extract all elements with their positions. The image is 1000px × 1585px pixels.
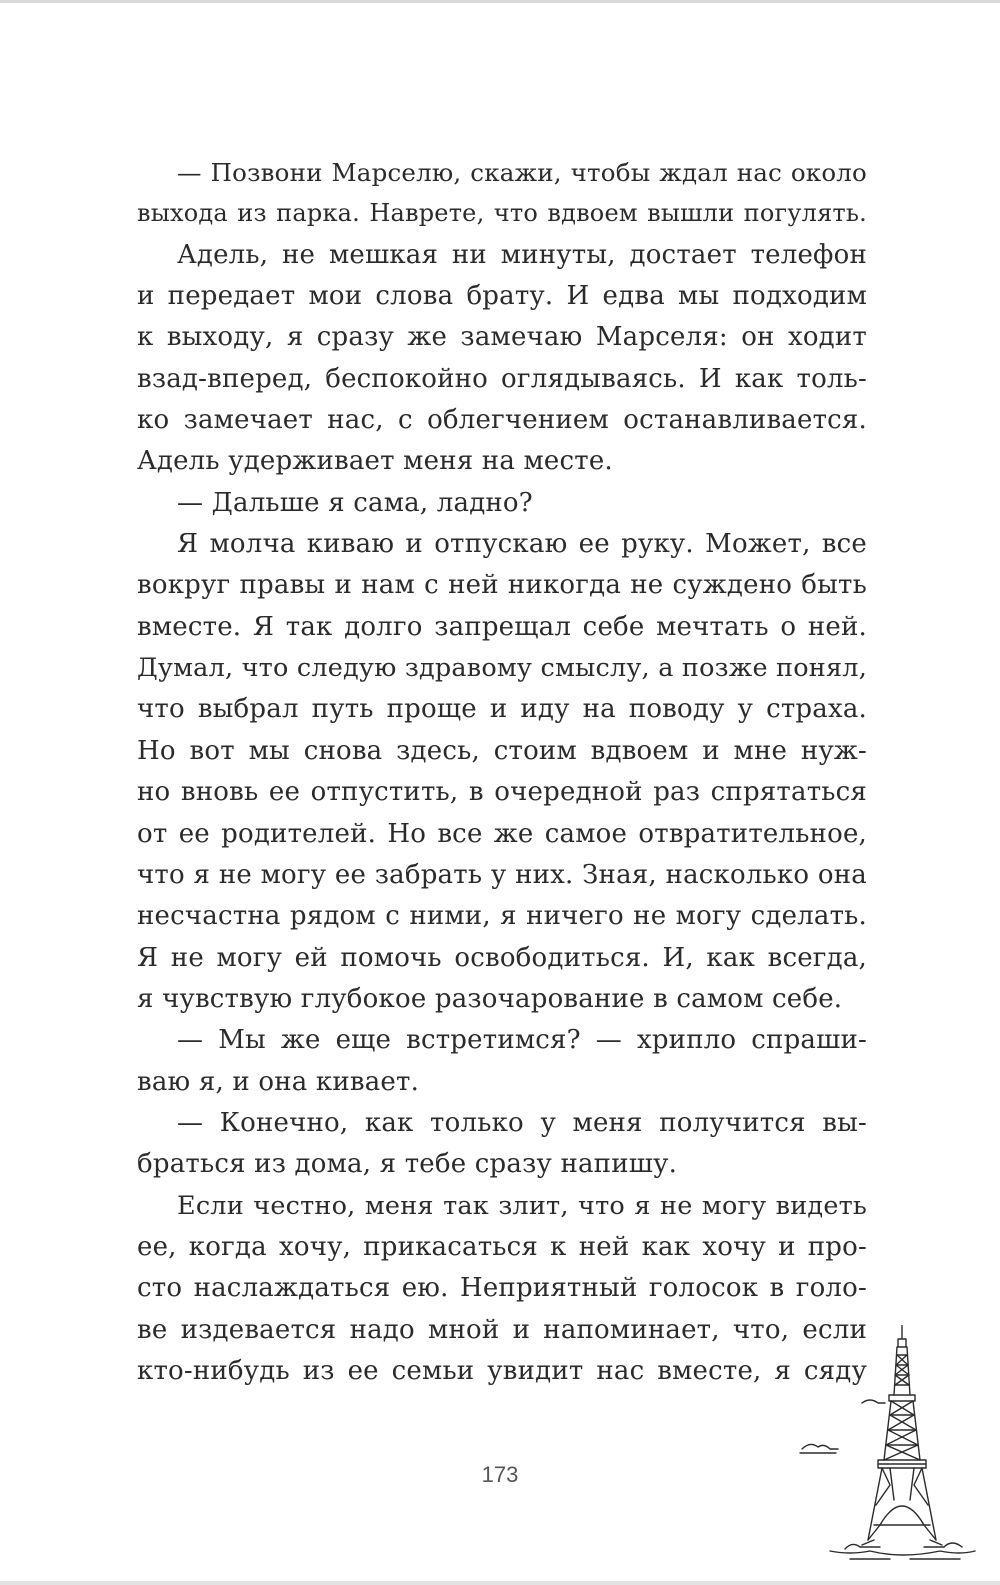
text-line: Думал, что следую здравому смыслу, а позже понял, bbox=[137, 653, 867, 684]
text-line: Но вот мы снова здесь, стоим вдвоем и мне нуж- bbox=[137, 735, 867, 766]
text-line: вместе. Я так долго запрещал себе мечтать о ней. bbox=[137, 611, 867, 642]
text-line: выхода из парка. Наврете, что вдвоем вышли погулять. bbox=[137, 199, 867, 228]
text-line: браться из дома, я тебе сразу напишу. bbox=[137, 1149, 678, 1180]
page-number: 173 bbox=[481, 1462, 519, 1487]
eiffel-tower-icon bbox=[790, 1325, 990, 1585]
bottom-edge-divider bbox=[0, 1581, 1000, 1585]
text-line: что выбрал путь проще и иду на поводу у страха. bbox=[137, 694, 867, 725]
top-edge-divider bbox=[0, 0, 1000, 3]
text-line: я чувствую глубокое разочарование в самом себе. bbox=[137, 983, 843, 1014]
text-line: — Мы же еще встретимся? — хрипло спраши- bbox=[177, 1025, 867, 1056]
text-line: — Дальше я сама, ладно? bbox=[177, 487, 533, 518]
text-line: ваю я, и она кивает. bbox=[137, 1066, 420, 1097]
text-line: Я не могу ей помочь освободиться. И, как всегда, bbox=[137, 942, 867, 973]
text-line: Адель, не мешкая ни минуты, достает телефон bbox=[177, 239, 867, 270]
text-line: вокруг правы и нам с ней никогда не суждено быть bbox=[137, 570, 867, 601]
text-line: ее, когда хочу, прикасаться к ней как хочу и про- bbox=[137, 1231, 867, 1262]
text-line: ве издевается надо мной и напоминает, что, если bbox=[137, 1314, 867, 1345]
text-line: — Позвони Марселю, скажи, чтобы ждал нас около bbox=[177, 158, 867, 187]
text-line: сто наслаждаться ею. Неприятный голосок в голо- bbox=[137, 1273, 867, 1304]
text-line: Я молча киваю и отпускаю ее руку. Может, все bbox=[177, 529, 867, 560]
text-line: кто-нибудь из ее семьи увидит нас вместе, я сяду bbox=[137, 1355, 867, 1386]
text-line: несчастна рядом с ними, я ничего не могу сделать. bbox=[137, 901, 867, 932]
text-line: но вновь ее отпустить, в очередной раз спрятаться bbox=[137, 777, 867, 808]
text-line: ко замечает нас, с облегчением останавливается. bbox=[137, 405, 867, 436]
text-line: Адель удерживает меня на месте. bbox=[137, 446, 613, 477]
text-line: взад-вперед, беспокойно оглядываясь. И как толь- bbox=[137, 363, 867, 394]
text-line: от ее родителей. Но все же самое отвратительное, bbox=[137, 818, 867, 849]
text-line: — Конечно, как только у меня получится вы- bbox=[177, 1107, 867, 1138]
body-text bbox=[137, 152, 867, 1392]
text-line: Если честно, меня так злит, что я не могу видеть bbox=[177, 1190, 867, 1221]
text-line: к выходу, я сразу же замечаю Марселя: он ходит bbox=[137, 322, 867, 353]
text-line: и передает мои слова брату. И едва мы подходим bbox=[137, 281, 867, 312]
text-line: что я не могу ее забрать у них. Зная, насколько она bbox=[137, 859, 867, 890]
